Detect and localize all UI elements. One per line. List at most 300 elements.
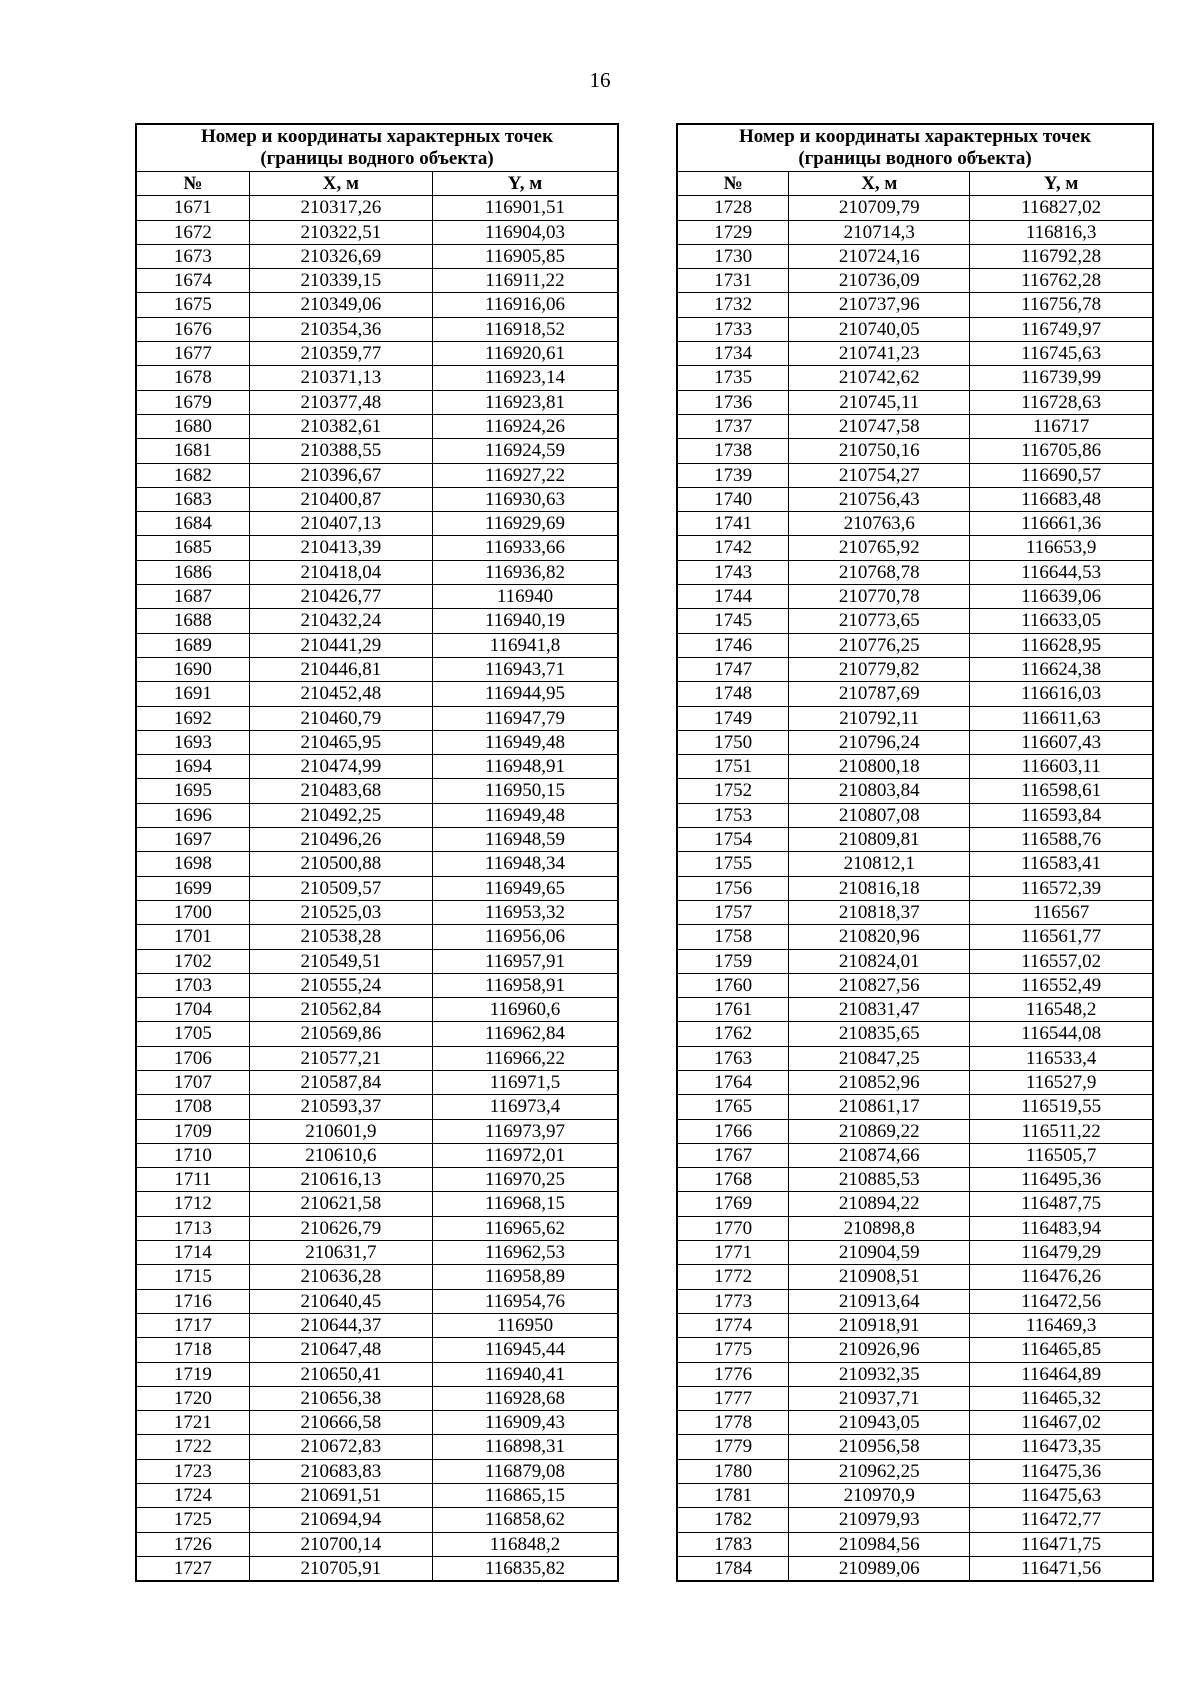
cell-x: 210827,56 bbox=[789, 973, 970, 997]
cell-x: 210765,92 bbox=[789, 536, 970, 560]
table-row bbox=[677, 755, 1153, 779]
cell-number: 1711 bbox=[136, 1168, 249, 1192]
cell-number: 1676 bbox=[136, 317, 249, 341]
cell-y: 116471,56 bbox=[970, 1556, 1153, 1581]
table-row bbox=[136, 244, 618, 268]
table-row bbox=[677, 1119, 1153, 1143]
cell-x: 210349,06 bbox=[249, 293, 432, 317]
cell-number: 1705 bbox=[136, 1022, 249, 1046]
cell-y: 116948,34 bbox=[432, 852, 618, 876]
cell-number: 1675 bbox=[136, 293, 249, 317]
cell-x: 210492,25 bbox=[249, 803, 432, 827]
cell-number: 1726 bbox=[136, 1532, 249, 1556]
cell-y: 116966,22 bbox=[432, 1046, 618, 1070]
cell-x: 210898,8 bbox=[789, 1216, 970, 1240]
table-row bbox=[136, 487, 618, 511]
cell-y: 116945,44 bbox=[432, 1338, 618, 1362]
cell-y: 116476,26 bbox=[970, 1265, 1153, 1289]
table-row bbox=[677, 269, 1153, 293]
cell-number: 1744 bbox=[677, 585, 789, 609]
table-row bbox=[136, 269, 618, 293]
table-row bbox=[136, 366, 618, 390]
table-row bbox=[136, 1362, 618, 1386]
table-row bbox=[677, 220, 1153, 244]
cell-number: 1778 bbox=[677, 1411, 789, 1435]
cell-x: 210400,87 bbox=[249, 487, 432, 511]
cell-x: 210979,93 bbox=[789, 1508, 970, 1532]
cell-x: 210747,58 bbox=[789, 414, 970, 438]
cell-y: 116929,69 bbox=[432, 512, 618, 536]
table-row bbox=[136, 1289, 618, 1313]
cell-x: 210339,15 bbox=[249, 269, 432, 293]
cell-number: 1727 bbox=[136, 1556, 249, 1581]
table-row bbox=[677, 609, 1153, 633]
cell-number: 1755 bbox=[677, 852, 789, 876]
cell-y: 116471,75 bbox=[970, 1532, 1153, 1556]
cell-x: 210538,28 bbox=[249, 925, 432, 949]
cell-x: 210691,51 bbox=[249, 1484, 432, 1508]
table-row bbox=[136, 779, 618, 803]
cell-y: 116949,65 bbox=[432, 876, 618, 900]
column-header-x: X, м bbox=[249, 172, 432, 196]
cell-x: 210904,59 bbox=[789, 1241, 970, 1265]
cell-y: 116475,63 bbox=[970, 1484, 1153, 1508]
cell-number: 1698 bbox=[136, 852, 249, 876]
table-row bbox=[136, 1216, 618, 1240]
cell-number: 1723 bbox=[136, 1459, 249, 1483]
cell-x: 210672,83 bbox=[249, 1435, 432, 1459]
cell-x: 210714,3 bbox=[789, 220, 970, 244]
cell-number: 1673 bbox=[136, 244, 249, 268]
cell-y: 116953,32 bbox=[432, 900, 618, 924]
column-header-number: № bbox=[677, 172, 789, 196]
cell-x: 210741,23 bbox=[789, 342, 970, 366]
cell-y: 116968,15 bbox=[432, 1192, 618, 1216]
table-row bbox=[677, 244, 1153, 268]
cell-x: 210724,16 bbox=[789, 244, 970, 268]
column-header-y: Y, м bbox=[970, 172, 1153, 196]
cell-number: 1782 bbox=[677, 1508, 789, 1532]
cell-y: 116973,4 bbox=[432, 1095, 618, 1119]
table-row bbox=[677, 293, 1153, 317]
table-row bbox=[677, 1192, 1153, 1216]
table-row bbox=[677, 1241, 1153, 1265]
cell-number: 1710 bbox=[136, 1143, 249, 1167]
table-row bbox=[677, 706, 1153, 730]
cell-y: 116487,75 bbox=[970, 1192, 1153, 1216]
cell-x: 210656,38 bbox=[249, 1386, 432, 1410]
cell-y: 116739,99 bbox=[970, 366, 1153, 390]
table-row bbox=[136, 949, 618, 973]
cell-y: 116962,53 bbox=[432, 1241, 618, 1265]
cell-number: 1692 bbox=[136, 706, 249, 730]
table-row bbox=[136, 536, 618, 560]
cell-number: 1677 bbox=[136, 342, 249, 366]
table-row bbox=[677, 1216, 1153, 1240]
cell-x: 210460,79 bbox=[249, 706, 432, 730]
cell-x: 210483,68 bbox=[249, 779, 432, 803]
cell-x: 210756,43 bbox=[789, 487, 970, 511]
cell-number: 1689 bbox=[136, 633, 249, 657]
cell-number: 1720 bbox=[136, 1386, 249, 1410]
cell-y: 116717 bbox=[970, 414, 1153, 438]
table-row bbox=[136, 633, 618, 657]
table-row bbox=[136, 1241, 618, 1265]
cell-number: 1728 bbox=[677, 196, 789, 220]
cell-number: 1760 bbox=[677, 973, 789, 997]
table-row bbox=[136, 852, 618, 876]
table-row bbox=[677, 828, 1153, 852]
table-row bbox=[677, 439, 1153, 463]
cell-x: 210937,71 bbox=[789, 1386, 970, 1410]
table-row bbox=[136, 1508, 618, 1532]
cell-x: 210796,24 bbox=[789, 730, 970, 754]
table-row bbox=[677, 342, 1153, 366]
table-row bbox=[136, 803, 618, 827]
header-row bbox=[677, 172, 1153, 196]
cell-y: 116940,19 bbox=[432, 609, 618, 633]
cell-y: 116639,06 bbox=[970, 585, 1153, 609]
cell-y: 116835,82 bbox=[432, 1556, 618, 1581]
cell-x: 210500,88 bbox=[249, 852, 432, 876]
cell-x: 210918,91 bbox=[789, 1313, 970, 1337]
cell-x: 210970,9 bbox=[789, 1484, 970, 1508]
table-row bbox=[677, 196, 1153, 220]
cell-number: 1738 bbox=[677, 439, 789, 463]
table-row bbox=[677, 803, 1153, 827]
cell-y: 116904,03 bbox=[432, 220, 618, 244]
cell-number: 1757 bbox=[677, 900, 789, 924]
table-row bbox=[677, 1435, 1153, 1459]
cell-number: 1737 bbox=[677, 414, 789, 438]
table-row bbox=[136, 1459, 618, 1483]
cell-x: 210962,25 bbox=[789, 1459, 970, 1483]
table-row bbox=[136, 390, 618, 414]
cell-number: 1724 bbox=[136, 1484, 249, 1508]
cell-y: 116865,15 bbox=[432, 1484, 618, 1508]
cell-x: 210326,69 bbox=[249, 244, 432, 268]
cell-x: 210820,96 bbox=[789, 925, 970, 949]
table-row bbox=[136, 293, 618, 317]
cell-y: 116950,15 bbox=[432, 779, 618, 803]
column-header-number: № bbox=[136, 172, 249, 196]
cell-y: 116603,11 bbox=[970, 755, 1153, 779]
cell-y: 116611,63 bbox=[970, 706, 1153, 730]
table-row bbox=[677, 1095, 1153, 1119]
table-row bbox=[677, 900, 1153, 924]
cell-x: 210601,9 bbox=[249, 1119, 432, 1143]
cell-y: 116965,62 bbox=[432, 1216, 618, 1240]
cell-number: 1764 bbox=[677, 1070, 789, 1094]
cell-y: 116898,31 bbox=[432, 1435, 618, 1459]
cell-y: 116940,41 bbox=[432, 1362, 618, 1386]
cell-y: 116511,22 bbox=[970, 1119, 1153, 1143]
cell-y: 116957,91 bbox=[432, 949, 618, 973]
cell-number: 1756 bbox=[677, 876, 789, 900]
table-row bbox=[136, 682, 618, 706]
cell-x: 210647,48 bbox=[249, 1338, 432, 1362]
cell-x: 210587,84 bbox=[249, 1070, 432, 1094]
cell-y: 116467,02 bbox=[970, 1411, 1153, 1435]
cell-y: 116598,61 bbox=[970, 779, 1153, 803]
table-row bbox=[136, 925, 618, 949]
table-row bbox=[136, 730, 618, 754]
cell-y: 116472,56 bbox=[970, 1289, 1153, 1313]
cell-x: 210742,62 bbox=[789, 366, 970, 390]
table-row bbox=[136, 196, 618, 220]
cell-y: 116607,43 bbox=[970, 730, 1153, 754]
cell-y: 116923,81 bbox=[432, 390, 618, 414]
cell-number: 1747 bbox=[677, 657, 789, 681]
cell-number: 1685 bbox=[136, 536, 249, 560]
table-row bbox=[136, 560, 618, 584]
cell-number: 1739 bbox=[677, 463, 789, 487]
table-row bbox=[136, 1192, 618, 1216]
cell-x: 210773,65 bbox=[789, 609, 970, 633]
cell-y: 116941,8 bbox=[432, 633, 618, 657]
cell-y: 116956,06 bbox=[432, 925, 618, 949]
cell-number: 1725 bbox=[136, 1508, 249, 1532]
table-row bbox=[136, 657, 618, 681]
cell-number: 1769 bbox=[677, 1192, 789, 1216]
cell-y: 116572,39 bbox=[970, 876, 1153, 900]
table-row bbox=[677, 1386, 1153, 1410]
cell-x: 210496,26 bbox=[249, 828, 432, 852]
table-row bbox=[677, 657, 1153, 681]
cell-x: 210616,13 bbox=[249, 1168, 432, 1192]
table-row bbox=[677, 536, 1153, 560]
cell-x: 210989,06 bbox=[789, 1556, 970, 1581]
cell-x: 210317,26 bbox=[249, 196, 432, 220]
cell-y: 116971,5 bbox=[432, 1070, 618, 1094]
cell-y: 116848,2 bbox=[432, 1532, 618, 1556]
cell-number: 1767 bbox=[677, 1143, 789, 1167]
cell-number: 1686 bbox=[136, 560, 249, 584]
cell-y: 116683,48 bbox=[970, 487, 1153, 511]
table-row bbox=[677, 779, 1153, 803]
table-row bbox=[677, 560, 1153, 584]
table-row bbox=[136, 1095, 618, 1119]
cell-number: 1748 bbox=[677, 682, 789, 706]
cell-number: 1761 bbox=[677, 998, 789, 1022]
cell-x: 210885,53 bbox=[789, 1168, 970, 1192]
table-row bbox=[136, 342, 618, 366]
cell-y: 116756,78 bbox=[970, 293, 1153, 317]
cell-y: 116909,43 bbox=[432, 1411, 618, 1435]
cell-number: 1682 bbox=[136, 463, 249, 487]
cell-y: 116958,91 bbox=[432, 973, 618, 997]
cell-x: 210809,81 bbox=[789, 828, 970, 852]
cell-number: 1681 bbox=[136, 439, 249, 463]
cell-x: 210636,28 bbox=[249, 1265, 432, 1289]
cell-number: 1768 bbox=[677, 1168, 789, 1192]
cell-y: 116936,82 bbox=[432, 560, 618, 584]
cell-number: 1745 bbox=[677, 609, 789, 633]
table-row bbox=[677, 1022, 1153, 1046]
cell-number: 1680 bbox=[136, 414, 249, 438]
cell-number: 1735 bbox=[677, 366, 789, 390]
cell-x: 210824,01 bbox=[789, 949, 970, 973]
table-row bbox=[136, 1484, 618, 1508]
cell-number: 1736 bbox=[677, 390, 789, 414]
cell-x: 210737,96 bbox=[789, 293, 970, 317]
cell-x: 210709,79 bbox=[789, 196, 970, 220]
cell-y: 116527,9 bbox=[970, 1070, 1153, 1094]
cell-y: 116962,84 bbox=[432, 1022, 618, 1046]
cell-number: 1776 bbox=[677, 1362, 789, 1386]
cell-number: 1697 bbox=[136, 828, 249, 852]
table-row bbox=[677, 925, 1153, 949]
cell-number: 1749 bbox=[677, 706, 789, 730]
cell-number: 1696 bbox=[136, 803, 249, 827]
table-row bbox=[677, 998, 1153, 1022]
table-title bbox=[677, 124, 1153, 172]
cell-x: 210322,51 bbox=[249, 220, 432, 244]
cell-x: 210525,03 bbox=[249, 900, 432, 924]
table-row bbox=[677, 463, 1153, 487]
cell-x: 210452,48 bbox=[249, 682, 432, 706]
cell-y: 116954,76 bbox=[432, 1289, 618, 1313]
cell-y: 116943,71 bbox=[432, 657, 618, 681]
cell-x: 210474,99 bbox=[249, 755, 432, 779]
cell-number: 1754 bbox=[677, 828, 789, 852]
table-row bbox=[677, 390, 1153, 414]
cell-y: 116940 bbox=[432, 585, 618, 609]
cell-x: 210621,58 bbox=[249, 1192, 432, 1216]
cell-y: 116911,22 bbox=[432, 269, 618, 293]
cell-y: 116949,48 bbox=[432, 803, 618, 827]
cell-x: 210908,51 bbox=[789, 1265, 970, 1289]
table-row bbox=[136, 317, 618, 341]
cell-number: 1772 bbox=[677, 1265, 789, 1289]
cell-y: 116923,14 bbox=[432, 366, 618, 390]
cell-x: 210768,78 bbox=[789, 560, 970, 584]
cell-x: 210874,66 bbox=[789, 1143, 970, 1167]
cell-y: 116593,84 bbox=[970, 803, 1153, 827]
cell-y: 116661,36 bbox=[970, 512, 1153, 536]
cell-number: 1687 bbox=[136, 585, 249, 609]
cell-y: 116920,61 bbox=[432, 342, 618, 366]
cell-y: 116827,02 bbox=[970, 196, 1153, 220]
cell-y: 116495,36 bbox=[970, 1168, 1153, 1192]
cell-number: 1688 bbox=[136, 609, 249, 633]
cell-number: 1679 bbox=[136, 390, 249, 414]
table-row bbox=[136, 1338, 618, 1362]
table-row bbox=[136, 1532, 618, 1556]
table-row bbox=[677, 1070, 1153, 1094]
cell-y: 116557,02 bbox=[970, 949, 1153, 973]
cell-x: 210626,79 bbox=[249, 1216, 432, 1240]
table-title bbox=[136, 124, 618, 172]
cell-number: 1715 bbox=[136, 1265, 249, 1289]
table-row bbox=[677, 1411, 1153, 1435]
table-row bbox=[136, 1070, 618, 1094]
cell-y: 116918,52 bbox=[432, 317, 618, 341]
cell-y: 116944,95 bbox=[432, 682, 618, 706]
cell-y: 116927,22 bbox=[432, 463, 618, 487]
coordinates-table-left bbox=[135, 123, 619, 1582]
cell-x: 210779,82 bbox=[789, 657, 970, 681]
cell-y: 116465,32 bbox=[970, 1386, 1153, 1410]
cell-x: 210413,39 bbox=[249, 536, 432, 560]
cell-number: 1780 bbox=[677, 1459, 789, 1483]
cell-number: 1699 bbox=[136, 876, 249, 900]
cell-x: 210396,67 bbox=[249, 463, 432, 487]
cell-y: 116816,3 bbox=[970, 220, 1153, 244]
table-row bbox=[136, 1265, 618, 1289]
table-row bbox=[136, 1168, 618, 1192]
cell-number: 1740 bbox=[677, 487, 789, 511]
cell-x: 210631,7 bbox=[249, 1241, 432, 1265]
cell-number: 1702 bbox=[136, 949, 249, 973]
cell-number: 1751 bbox=[677, 755, 789, 779]
cell-number: 1678 bbox=[136, 366, 249, 390]
cell-y: 116916,06 bbox=[432, 293, 618, 317]
cell-x: 210956,58 bbox=[789, 1435, 970, 1459]
table-row bbox=[677, 1046, 1153, 1070]
cell-y: 116905,85 bbox=[432, 244, 618, 268]
cell-number: 1674 bbox=[136, 269, 249, 293]
cell-y: 116745,63 bbox=[970, 342, 1153, 366]
cell-x: 210644,37 bbox=[249, 1313, 432, 1337]
cell-x: 210666,58 bbox=[249, 1411, 432, 1435]
cell-number: 1729 bbox=[677, 220, 789, 244]
cell-y: 116552,49 bbox=[970, 973, 1153, 997]
cell-number: 1703 bbox=[136, 973, 249, 997]
cell-y: 116465,85 bbox=[970, 1338, 1153, 1362]
cell-x: 210745,11 bbox=[789, 390, 970, 414]
cell-x: 210800,18 bbox=[789, 755, 970, 779]
cell-number: 1731 bbox=[677, 269, 789, 293]
cell-x: 210509,57 bbox=[249, 876, 432, 900]
cell-number: 1713 bbox=[136, 1216, 249, 1240]
cell-x: 210683,83 bbox=[249, 1459, 432, 1483]
cell-number: 1704 bbox=[136, 998, 249, 1022]
cell-x: 210432,24 bbox=[249, 609, 432, 633]
cell-x: 210913,64 bbox=[789, 1289, 970, 1313]
column-header-x: X, м bbox=[789, 172, 970, 196]
table-row bbox=[136, 609, 618, 633]
cell-x: 210650,41 bbox=[249, 1362, 432, 1386]
cell-y: 116958,89 bbox=[432, 1265, 618, 1289]
table-title-line2: (границы водного объекта) bbox=[260, 148, 494, 169]
cell-number: 1741 bbox=[677, 512, 789, 536]
table-row bbox=[136, 1046, 618, 1070]
cell-number: 1770 bbox=[677, 1216, 789, 1240]
cell-x: 210740,05 bbox=[789, 317, 970, 341]
cell-y: 116960,6 bbox=[432, 998, 618, 1022]
cell-number: 1722 bbox=[136, 1435, 249, 1459]
cell-x: 210371,13 bbox=[249, 366, 432, 390]
cell-x: 210441,29 bbox=[249, 633, 432, 657]
cell-x: 210640,45 bbox=[249, 1289, 432, 1313]
table-row bbox=[677, 585, 1153, 609]
cell-x: 210770,78 bbox=[789, 585, 970, 609]
cell-number: 1721 bbox=[136, 1411, 249, 1435]
cell-y: 116519,55 bbox=[970, 1095, 1153, 1119]
cell-x: 210736,09 bbox=[789, 269, 970, 293]
table-title-line1: Номер и координаты характерных точек bbox=[738, 126, 1092, 147]
cell-x: 210894,22 bbox=[789, 1192, 970, 1216]
table-row bbox=[136, 706, 618, 730]
cell-number: 1671 bbox=[136, 196, 249, 220]
cell-x: 210792,11 bbox=[789, 706, 970, 730]
cell-x: 210700,14 bbox=[249, 1532, 432, 1556]
cell-x: 210787,69 bbox=[789, 682, 970, 706]
cell-number: 1783 bbox=[677, 1532, 789, 1556]
cell-number: 1752 bbox=[677, 779, 789, 803]
cell-x: 210569,86 bbox=[249, 1022, 432, 1046]
